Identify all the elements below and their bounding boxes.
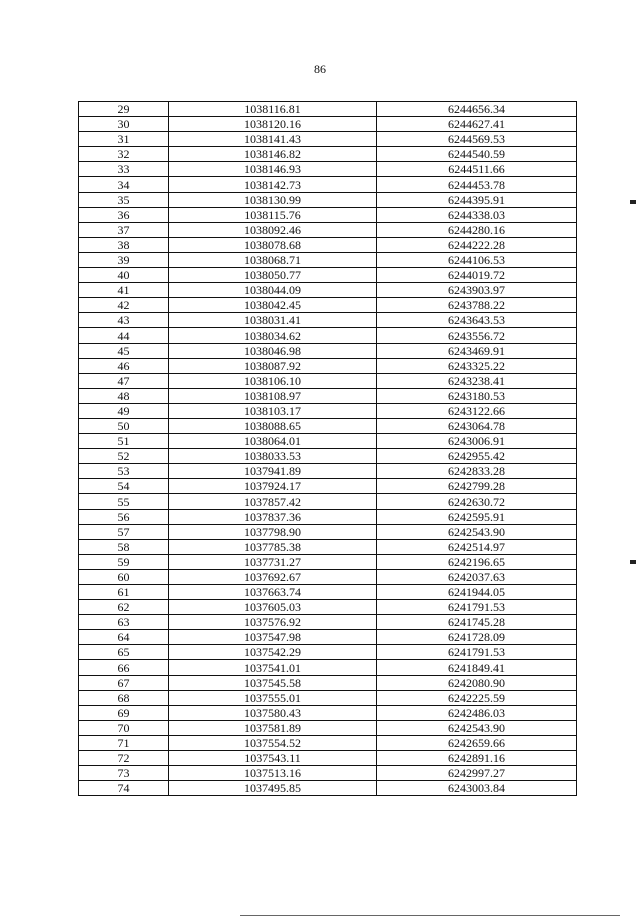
point-number-cell: 49: [79, 403, 169, 418]
point-number-cell: 40: [79, 268, 169, 283]
x-coordinate-cell: 1038046.98: [169, 343, 377, 358]
point-number-cell: 63: [79, 615, 169, 630]
table-row: [79, 554, 577, 569]
y-coordinate-cell: 6243325.22: [377, 358, 577, 373]
point-number-cell: 68: [79, 690, 169, 705]
point-number-cell: 51: [79, 434, 169, 449]
point-number-cell: 55: [79, 494, 169, 509]
y-coordinate-cell: 6243556.72: [377, 328, 577, 343]
table-row: [79, 766, 577, 781]
y-coordinate-cell: 6243238.41: [377, 373, 577, 388]
point-number-cell: 37: [79, 222, 169, 237]
y-coordinate-cell: 6241849.41: [377, 660, 577, 675]
y-coordinate-cell: 6242543.90: [377, 720, 577, 735]
y-coordinate-cell: 6244106.53: [377, 252, 577, 267]
point-number-cell: 31: [79, 132, 169, 147]
x-coordinate-cell: 1037581.89: [169, 720, 377, 735]
table-row: [79, 735, 577, 750]
x-coordinate-cell: 1038064.01: [169, 434, 377, 449]
x-coordinate-cell: 1038106.10: [169, 373, 377, 388]
point-number-cell: 54: [79, 479, 169, 494]
point-number-cell: 47: [79, 373, 169, 388]
table-row: [79, 177, 577, 192]
table-row: [79, 388, 577, 403]
x-coordinate-cell: 1038078.68: [169, 237, 377, 252]
table-row: [79, 781, 577, 796]
point-number-cell: 50: [79, 418, 169, 433]
y-coordinate-cell: 6241745.28: [377, 615, 577, 630]
y-coordinate-cell: 6242595.91: [377, 509, 577, 524]
y-coordinate-cell: 6244453.78: [377, 177, 577, 192]
x-coordinate-cell: 1037555.01: [169, 690, 377, 705]
x-coordinate-cell: 1038034.62: [169, 328, 377, 343]
table-row: [79, 403, 577, 418]
table-row: [79, 705, 577, 720]
y-coordinate-cell: 6242955.42: [377, 449, 577, 464]
y-coordinate-cell: 6242630.72: [377, 494, 577, 509]
x-coordinate-cell: 1038108.97: [169, 388, 377, 403]
table-row: [79, 313, 577, 328]
x-coordinate-cell: 1037554.52: [169, 735, 377, 750]
table-row: [79, 524, 577, 539]
y-coordinate-cell: 6242225.59: [377, 690, 577, 705]
point-number-cell: 61: [79, 585, 169, 600]
y-coordinate-cell: 6244656.34: [377, 102, 577, 117]
table-row: [79, 585, 577, 600]
point-number-cell: 46: [79, 358, 169, 373]
table-row: [79, 237, 577, 252]
x-coordinate-cell: 1037798.90: [169, 524, 377, 539]
x-coordinate-cell: 1038115.76: [169, 207, 377, 222]
point-number-cell: 56: [79, 509, 169, 524]
point-number-cell: 32: [79, 147, 169, 162]
table-row: [79, 509, 577, 524]
table-row: [79, 373, 577, 388]
y-coordinate-cell: 6242659.66: [377, 735, 577, 750]
y-coordinate-cell: 6244569.53: [377, 132, 577, 147]
x-coordinate-cell: 1038087.92: [169, 358, 377, 373]
y-coordinate-cell: 6243903.97: [377, 283, 577, 298]
y-coordinate-cell: 6244019.72: [377, 268, 577, 283]
table-row: [79, 358, 577, 373]
y-coordinate-cell: 6241791.53: [377, 645, 577, 660]
table-row: [79, 192, 577, 207]
table-row: [79, 569, 577, 584]
scan-edge-mark: [630, 560, 636, 564]
coordinates-table-body: [79, 102, 577, 796]
y-coordinate-cell: 6242799.28: [377, 479, 577, 494]
point-number-cell: 74: [79, 781, 169, 796]
x-coordinate-cell: 1037543.11: [169, 751, 377, 766]
x-coordinate-cell: 1037576.92: [169, 615, 377, 630]
point-number-cell: 52: [79, 449, 169, 464]
y-coordinate-cell: 6243122.66: [377, 403, 577, 418]
x-coordinate-cell: 1037731.27: [169, 554, 377, 569]
point-number-cell: 65: [79, 645, 169, 660]
point-number-cell: 58: [79, 539, 169, 554]
table-row: [79, 298, 577, 313]
table-row: [79, 751, 577, 766]
x-coordinate-cell: 1038141.43: [169, 132, 377, 147]
y-coordinate-cell: 6242997.27: [377, 766, 577, 781]
y-coordinate-cell: 6244395.91: [377, 192, 577, 207]
x-coordinate-cell: 1037545.58: [169, 675, 377, 690]
y-coordinate-cell: 6243469.91: [377, 343, 577, 358]
x-coordinate-cell: 1038146.93: [169, 162, 377, 177]
point-number-cell: 38: [79, 237, 169, 252]
page-number: 86: [314, 62, 326, 76]
table-row: [79, 479, 577, 494]
point-number-cell: 57: [79, 524, 169, 539]
y-coordinate-cell: 6242891.16: [377, 751, 577, 766]
x-coordinate-cell: 1037513.16: [169, 766, 377, 781]
x-coordinate-cell: 1038142.73: [169, 177, 377, 192]
table-row: [79, 343, 577, 358]
table-row: [79, 252, 577, 267]
point-number-cell: 69: [79, 705, 169, 720]
scan-bottom-edge: [240, 915, 620, 916]
table-row: [79, 464, 577, 479]
point-number-cell: 66: [79, 660, 169, 675]
table-row: [79, 615, 577, 630]
table-row: [79, 147, 577, 162]
x-coordinate-cell: 1037692.67: [169, 569, 377, 584]
point-number-cell: 53: [79, 464, 169, 479]
point-number-cell: 73: [79, 766, 169, 781]
table-row: [79, 117, 577, 132]
x-coordinate-cell: 1038088.65: [169, 418, 377, 433]
y-coordinate-cell: 6243064.78: [377, 418, 577, 433]
x-coordinate-cell: 1037605.03: [169, 600, 377, 615]
table-row: [79, 600, 577, 615]
x-coordinate-cell: 1038146.82: [169, 147, 377, 162]
table-row: [79, 494, 577, 509]
y-coordinate-cell: 6244540.59: [377, 147, 577, 162]
x-coordinate-cell: 1037941.89: [169, 464, 377, 479]
point-number-cell: 29: [79, 102, 169, 117]
y-coordinate-cell: 6243003.84: [377, 781, 577, 796]
x-coordinate-cell: 1037580.43: [169, 705, 377, 720]
x-coordinate-cell: 1037837.36: [169, 509, 377, 524]
y-coordinate-cell: 6242514.97: [377, 539, 577, 554]
table-row: [79, 630, 577, 645]
point-number-cell: 33: [79, 162, 169, 177]
x-coordinate-cell: 1038033.53: [169, 449, 377, 464]
table-row: [79, 690, 577, 705]
table-row: [79, 328, 577, 343]
point-number-cell: 45: [79, 343, 169, 358]
y-coordinate-cell: 6244627.41: [377, 117, 577, 132]
x-coordinate-cell: 1037547.98: [169, 630, 377, 645]
table-row: [79, 675, 577, 690]
table-row: [79, 207, 577, 222]
x-coordinate-cell: 1038120.16: [169, 117, 377, 132]
y-coordinate-cell: 6242486.03: [377, 705, 577, 720]
y-coordinate-cell: 6244511.66: [377, 162, 577, 177]
y-coordinate-cell: 6242543.90: [377, 524, 577, 539]
point-number-cell: 30: [79, 117, 169, 132]
coordinates-table: [78, 101, 577, 796]
table-row: [79, 132, 577, 147]
y-coordinate-cell: 6243643.53: [377, 313, 577, 328]
table-row: [79, 222, 577, 237]
y-coordinate-cell: 6243180.53: [377, 388, 577, 403]
point-number-cell: 35: [79, 192, 169, 207]
x-coordinate-cell: 1037495.85: [169, 781, 377, 796]
table-row: [79, 283, 577, 298]
y-coordinate-cell: 6241944.05: [377, 585, 577, 600]
x-coordinate-cell: 1038068.71: [169, 252, 377, 267]
x-coordinate-cell: 1038031.41: [169, 313, 377, 328]
y-coordinate-cell: 6244280.16: [377, 222, 577, 237]
point-number-cell: 59: [79, 554, 169, 569]
point-number-cell: 34: [79, 177, 169, 192]
y-coordinate-cell: 6244338.03: [377, 207, 577, 222]
point-number-cell: 72: [79, 751, 169, 766]
x-coordinate-cell: 1038050.77: [169, 268, 377, 283]
table-row: [79, 418, 577, 433]
x-coordinate-cell: 1038092.46: [169, 222, 377, 237]
point-number-cell: 48: [79, 388, 169, 403]
y-coordinate-cell: 6243006.91: [377, 434, 577, 449]
x-coordinate-cell: 1038044.09: [169, 283, 377, 298]
scan-edge-mark: [630, 200, 636, 204]
table-row: [79, 539, 577, 554]
y-coordinate-cell: 6243788.22: [377, 298, 577, 313]
x-coordinate-cell: 1037857.42: [169, 494, 377, 509]
y-coordinate-cell: 6242196.65: [377, 554, 577, 569]
table-row: [79, 162, 577, 177]
y-coordinate-cell: 6242037.63: [377, 569, 577, 584]
point-number-cell: 64: [79, 630, 169, 645]
point-number-cell: 36: [79, 207, 169, 222]
point-number-cell: 42: [79, 298, 169, 313]
point-number-cell: 70: [79, 720, 169, 735]
table-row: [79, 449, 577, 464]
x-coordinate-cell: 1037924.17: [169, 479, 377, 494]
y-coordinate-cell: 6242080.90: [377, 675, 577, 690]
point-number-cell: 67: [79, 675, 169, 690]
x-coordinate-cell: 1038130.99: [169, 192, 377, 207]
point-number-cell: 43: [79, 313, 169, 328]
table-row: [79, 660, 577, 675]
point-number-cell: 62: [79, 600, 169, 615]
x-coordinate-cell: 1038103.17: [169, 403, 377, 418]
y-coordinate-cell: 6241791.53: [377, 600, 577, 615]
x-coordinate-cell: 1037542.29: [169, 645, 377, 660]
y-coordinate-cell: 6244222.28: [377, 237, 577, 252]
table-row: [79, 268, 577, 283]
point-number-cell: 44: [79, 328, 169, 343]
x-coordinate-cell: 1037663.74: [169, 585, 377, 600]
y-coordinate-cell: 6242833.28: [377, 464, 577, 479]
table-row: [79, 645, 577, 660]
table-row: [79, 434, 577, 449]
x-coordinate-cell: 1038116.81: [169, 102, 377, 117]
x-coordinate-cell: 1038042.45: [169, 298, 377, 313]
point-number-cell: 60: [79, 569, 169, 584]
table-row: [79, 720, 577, 735]
x-coordinate-cell: 1037541.01: [169, 660, 377, 675]
y-coordinate-cell: 6241728.09: [377, 630, 577, 645]
point-number-cell: 41: [79, 283, 169, 298]
table-row: [79, 102, 577, 117]
x-coordinate-cell: 1037785.38: [169, 539, 377, 554]
point-number-cell: 71: [79, 735, 169, 750]
point-number-cell: 39: [79, 252, 169, 267]
